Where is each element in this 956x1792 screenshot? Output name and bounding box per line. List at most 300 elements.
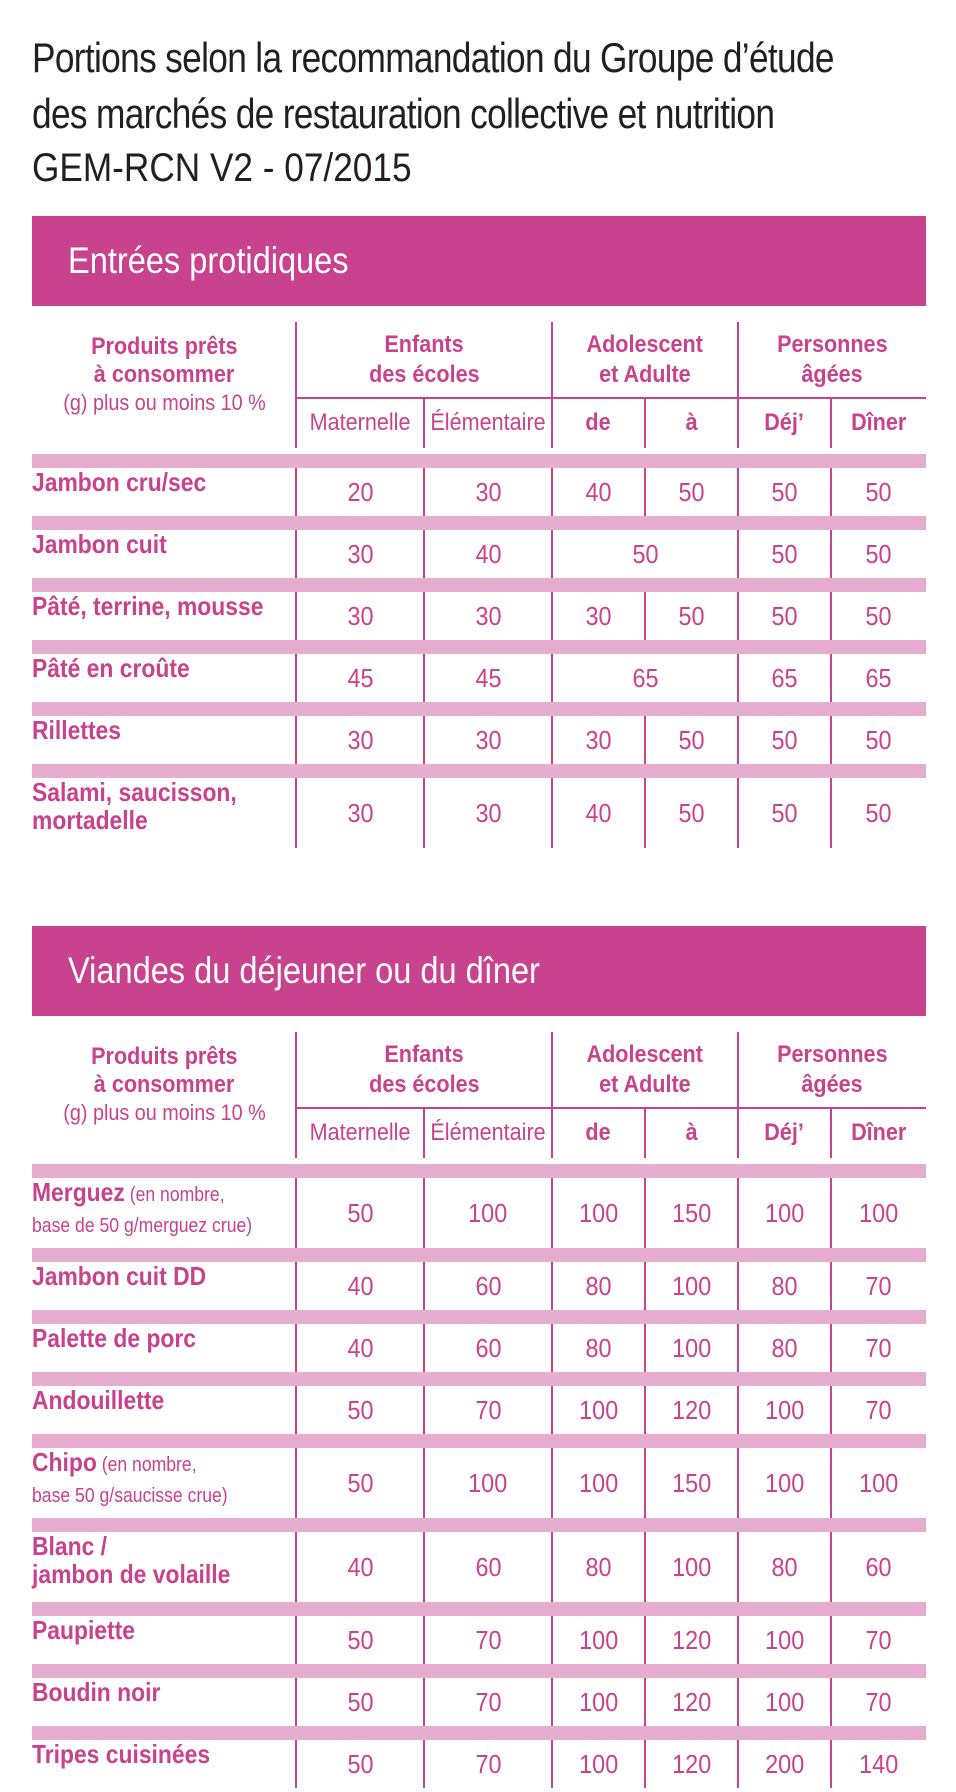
row-name-2: base 50 g/saucisse crue) (32, 1485, 228, 1507)
value-cell (831, 1324, 926, 1372)
value-cell (296, 654, 424, 702)
value: 50 (771, 600, 798, 631)
value-cell (831, 530, 926, 578)
value: 50 (346, 1748, 374, 1779)
value: 50 (678, 797, 705, 828)
row-label-line1 (32, 1178, 251, 1209)
value: 65 (865, 662, 892, 693)
row-name: Tripes cuisinées (32, 1739, 211, 1769)
row-label-line1 (32, 1740, 234, 1768)
value: 50 (865, 538, 892, 569)
value: 80 (585, 1332, 612, 1363)
subheader-label: Maternelle (309, 409, 411, 436)
value: 50 (771, 724, 798, 755)
value-cell (296, 1740, 424, 1788)
value: 50 (771, 538, 798, 569)
value: 70 (474, 1394, 502, 1425)
value: 100 (578, 1467, 619, 1498)
row-label-line1 (32, 530, 185, 558)
subheader-label: Maternelle (309, 1119, 411, 1146)
group-personnes-agees-line1: Personnes (776, 331, 888, 358)
group-adolescent-line2: et Adulte (599, 1071, 691, 1098)
value: 80 (585, 1551, 612, 1582)
value-cell (831, 1678, 926, 1726)
value: 100 (578, 1624, 619, 1655)
value-cell (552, 1324, 645, 1372)
row-label (32, 468, 296, 516)
value-cell (738, 778, 831, 848)
value-cell (296, 1532, 424, 1602)
value-cell (645, 716, 738, 764)
value: 80 (771, 1270, 798, 1301)
value-cell (424, 1678, 552, 1726)
value-cell (296, 716, 424, 764)
group-personnes-agees-line2: âgées (801, 361, 863, 388)
value: 100 (671, 1551, 712, 1582)
value: 70 (865, 1686, 892, 1717)
value-cell (552, 530, 738, 578)
group-adolescent (552, 1032, 738, 1108)
row-label (32, 1532, 296, 1602)
value: 60 (474, 1270, 502, 1301)
subheader-4 (738, 398, 831, 448)
value-cell (738, 592, 831, 640)
row-name: Palette de porc (32, 1323, 197, 1353)
value-cell (831, 716, 926, 764)
subheader-1 (424, 398, 552, 448)
value: 100 (578, 1748, 619, 1779)
value-cell (831, 1386, 926, 1434)
value: 140 (858, 1748, 899, 1779)
group-adolescent (552, 322, 738, 398)
value: 50 (346, 1394, 374, 1425)
value-cell (831, 592, 926, 640)
value-cell (738, 1448, 831, 1518)
section-banner (32, 216, 926, 306)
value-cell (552, 1448, 645, 1518)
row-note: (en nombre, (124, 1184, 225, 1206)
page-title (32, 30, 834, 142)
value-cell (831, 778, 926, 848)
product-header-line2: à consommer (93, 1071, 235, 1098)
product-header-line3: (g) plus ou moins 10 % (62, 1100, 266, 1125)
value: 70 (865, 1624, 892, 1655)
group-personnes-agees (738, 322, 926, 398)
row-label (32, 530, 296, 578)
subheader-2 (552, 1108, 645, 1158)
row-label-line1 (32, 1386, 182, 1414)
row-label-line2 (32, 1209, 282, 1240)
subheader-5 (831, 1108, 926, 1158)
value-cell (296, 778, 424, 848)
row-label (32, 1324, 296, 1372)
value: 30 (346, 538, 374, 569)
subheader-label: Élémentaire (430, 409, 546, 436)
row-name: Jambon cru/sec (32, 467, 207, 497)
value: 50 (346, 1467, 374, 1498)
value-cell (552, 1386, 645, 1434)
value: 65 (631, 662, 659, 693)
value: 50 (865, 600, 892, 631)
value: 50 (346, 1686, 374, 1717)
row-label-line1 (32, 1532, 117, 1560)
value: 50 (346, 1624, 374, 1655)
value: 150 (671, 1467, 712, 1498)
value-cell (424, 778, 552, 848)
value-cell (552, 1532, 645, 1602)
value-cell (424, 592, 552, 640)
section-title: Entrées protidiques (68, 240, 349, 281)
value: 70 (865, 1394, 892, 1425)
group-enfants (296, 1032, 552, 1108)
value: 100 (764, 1394, 805, 1425)
row-label (32, 1740, 296, 1788)
subheader-0 (296, 398, 424, 448)
subheader-label: Dîner (850, 1119, 907, 1146)
row-divider (32, 1726, 926, 1740)
value-cell (738, 1616, 831, 1664)
subheader-label: Élémentaire (430, 1119, 546, 1146)
value: 80 (771, 1551, 798, 1582)
row-divider (32, 702, 926, 716)
value-cell (738, 530, 831, 578)
subheader-label: Déj’ (764, 409, 805, 436)
value-cell (831, 1740, 926, 1788)
row-divider (32, 1434, 926, 1448)
value: 50 (678, 476, 705, 507)
group-enfants-line2: des écoles (368, 361, 480, 388)
row-label (32, 654, 296, 702)
value-cell (552, 778, 645, 848)
row-name: Merguez (en nombre, (32, 1177, 225, 1207)
row-label-line1 (32, 778, 265, 806)
subheader-label: à (685, 409, 698, 436)
value: 30 (585, 600, 612, 631)
value: 30 (346, 724, 374, 755)
row-name: Paupiette (32, 1615, 135, 1645)
value-cell (831, 468, 926, 516)
value-cell (296, 592, 424, 640)
value-cell (424, 654, 552, 702)
value: 200 (764, 1748, 805, 1779)
row-divider (32, 516, 926, 530)
group-adolescent-line2: et Adulte (599, 361, 691, 388)
value-cell (296, 530, 424, 578)
value: 50 (678, 724, 705, 755)
row-name: Salami, saucisson, (32, 777, 237, 807)
value-cell (738, 1386, 831, 1434)
value: 40 (346, 1332, 374, 1363)
group-personnes-agees-line1: Personnes (776, 1041, 888, 1068)
value-cell (738, 1178, 831, 1248)
value-cell (552, 1616, 645, 1664)
subheader-2 (552, 398, 645, 448)
value: 70 (474, 1748, 502, 1779)
value-cell (738, 1324, 831, 1372)
value-cell (831, 1178, 926, 1248)
value-cell (645, 1532, 738, 1602)
row-label-line2 (32, 806, 164, 834)
subheader-5 (831, 398, 926, 448)
value-cell (424, 1262, 552, 1310)
subheader-label: à (685, 1119, 698, 1146)
row-label-line1 (32, 1678, 178, 1706)
group-enfants-line2: des écoles (368, 1071, 480, 1098)
value-cell (424, 1448, 552, 1518)
subheader-3 (645, 1108, 738, 1158)
value: 80 (585, 1270, 612, 1301)
row-divider (32, 1372, 926, 1386)
value-cell (424, 1386, 552, 1434)
value: 60 (474, 1551, 502, 1582)
subheader-label: Déj’ (764, 1119, 805, 1146)
value-cell (296, 1324, 424, 1372)
row-divider (32, 1164, 926, 1178)
row-label-line1 (32, 1616, 149, 1644)
row-label-line2 (32, 1560, 257, 1588)
group-enfants (296, 322, 552, 398)
row-divider (32, 640, 926, 654)
value: 100 (671, 1270, 712, 1301)
value-cell (738, 1262, 831, 1310)
value-cell (645, 778, 738, 848)
value: 70 (865, 1332, 892, 1363)
value: 50 (631, 538, 659, 569)
value-cell (552, 1678, 645, 1726)
value: 100 (858, 1197, 899, 1228)
value: 150 (671, 1197, 712, 1228)
value-cell (296, 1616, 424, 1664)
value-cell (645, 1386, 738, 1434)
value: 45 (474, 662, 502, 693)
subheader-1 (424, 1108, 552, 1158)
value: 120 (671, 1686, 712, 1717)
section-banner (32, 926, 926, 1016)
row-label (32, 1262, 296, 1310)
product-header (32, 322, 296, 428)
row-divider (32, 1248, 926, 1262)
value: 100 (578, 1197, 619, 1228)
group-personnes-agees-line2: âgées (801, 1071, 863, 1098)
value: 70 (474, 1624, 502, 1655)
subheader-label: de (585, 409, 612, 436)
value: 120 (671, 1394, 712, 1425)
subheader-4 (738, 1108, 831, 1158)
value: 30 (346, 600, 374, 631)
row-label (32, 1616, 296, 1664)
value-cell (645, 1740, 738, 1788)
value-cell (424, 1616, 552, 1664)
value: 30 (585, 724, 612, 755)
value-cell (296, 1386, 424, 1434)
value: 30 (474, 797, 502, 828)
value: 100 (858, 1467, 899, 1498)
value: 50 (865, 797, 892, 828)
value: 70 (474, 1686, 502, 1717)
row-name: Pâté en croûte (32, 653, 190, 683)
value: 120 (671, 1748, 712, 1779)
row-name-2: jambon de volaille (32, 1559, 231, 1589)
value: 100 (468, 1197, 508, 1228)
value: 40 (474, 538, 502, 569)
value: 30 (474, 600, 502, 631)
value: 40 (346, 1551, 374, 1582)
value-cell (645, 1324, 738, 1372)
row-name-2: base de 50 g/merguez crue) (32, 1215, 253, 1237)
value-cell (738, 1532, 831, 1602)
subheader-label: Dîner (850, 409, 907, 436)
value: 50 (346, 1197, 374, 1228)
value-cell (831, 1532, 926, 1602)
subheader-3 (645, 398, 738, 448)
row-label (32, 778, 296, 848)
value: 65 (771, 662, 798, 693)
row-label-line2 (32, 1479, 254, 1510)
value-cell (645, 1448, 738, 1518)
value: 70 (865, 1270, 892, 1301)
subheader-label: de (585, 1119, 612, 1146)
value-cell (738, 654, 831, 702)
value-cell (552, 468, 645, 516)
value-cell (831, 654, 926, 702)
row-label-line1 (32, 1448, 219, 1479)
group-enfants-line1: Enfants (384, 331, 464, 358)
value-cell (738, 1678, 831, 1726)
row-name: Boudin noir (32, 1677, 161, 1707)
row-divider (32, 578, 926, 592)
value: 60 (865, 1551, 892, 1582)
value-cell (552, 592, 645, 640)
row-label (32, 1178, 296, 1248)
row-divider (32, 1310, 926, 1324)
value-cell (831, 1616, 926, 1664)
value-cell (645, 1262, 738, 1310)
value-cell (424, 468, 552, 516)
subheader-0 (296, 1108, 424, 1158)
row-label (32, 1678, 296, 1726)
value: 100 (671, 1332, 712, 1363)
value: 20 (346, 476, 374, 507)
product-header-line3: (g) plus ou moins 10 % (62, 390, 266, 415)
value: 100 (764, 1197, 805, 1228)
value: 50 (678, 600, 705, 631)
value: 100 (578, 1686, 619, 1717)
value: 100 (764, 1624, 805, 1655)
value: 50 (865, 724, 892, 755)
value: 80 (771, 1332, 798, 1363)
row-divider (32, 764, 926, 778)
value-cell (296, 1262, 424, 1310)
value-cell (424, 1532, 552, 1602)
value-cell (424, 530, 552, 578)
row-name-2: mortadelle (32, 805, 148, 835)
section-viandes (32, 926, 926, 1779)
row-label-line1 (32, 654, 211, 682)
value-cell (645, 1178, 738, 1248)
title-line-1: Portions selon la recommandation du Groupe d’étude (32, 34, 834, 81)
row-name: Rillettes (32, 715, 122, 745)
group-adolescent-line1: Adolescent (586, 1041, 704, 1068)
product-header-line1: Produits prêts (90, 333, 238, 360)
row-label (32, 1448, 296, 1518)
value-cell (296, 1178, 424, 1248)
value: 30 (346, 797, 374, 828)
group-enfants-line1: Enfants (384, 1041, 464, 1068)
value-cell (552, 1740, 645, 1788)
value-cell (645, 468, 738, 516)
value: 40 (585, 797, 612, 828)
value-cell (424, 1178, 552, 1248)
row-divider (32, 454, 926, 468)
product-header (32, 1032, 296, 1138)
page-subtitle: GEM-RCN V2 - 07/2015 (32, 146, 412, 190)
value-cell (296, 1448, 424, 1518)
value-cell (424, 716, 552, 764)
section-entrees (32, 216, 926, 835)
row-label-line1 (32, 592, 295, 620)
value: 100 (578, 1394, 619, 1425)
value-cell (831, 1262, 926, 1310)
product-header-line2: à consommer (93, 361, 235, 388)
row-label (32, 592, 296, 640)
value: 45 (346, 662, 374, 693)
value: 100 (764, 1467, 805, 1498)
row-label-line1 (32, 1262, 230, 1290)
value-cell (552, 1262, 645, 1310)
row-divider (32, 1518, 926, 1532)
value-cell (296, 1678, 424, 1726)
title-line-2: des marchés de restauration collective et nutrition (32, 90, 775, 137)
row-name: Blanc / (32, 1531, 108, 1561)
value-cell (738, 716, 831, 764)
value: 40 (585, 476, 612, 507)
value: 100 (468, 1467, 508, 1498)
value: 100 (764, 1686, 805, 1717)
row-divider (32, 1664, 926, 1678)
value-cell (424, 1324, 552, 1372)
value-cell (296, 468, 424, 516)
value: 50 (771, 797, 798, 828)
value-cell (552, 716, 645, 764)
value: 40 (346, 1270, 374, 1301)
group-adolescent-line1: Adolescent (586, 331, 704, 358)
value-cell (738, 468, 831, 516)
row-name: Jambon cuit DD (32, 1261, 207, 1291)
row-label-line1 (32, 468, 230, 496)
row-label (32, 1386, 296, 1434)
value-cell (424, 1740, 552, 1788)
row-label-line1 (32, 1324, 218, 1352)
row-name: Andouillette (32, 1385, 165, 1415)
value: 30 (474, 724, 502, 755)
product-header-line1: Produits prêts (90, 1043, 238, 1070)
row-divider (32, 1602, 926, 1616)
row-label (32, 716, 296, 764)
value: 50 (865, 476, 892, 507)
value-cell (645, 592, 738, 640)
value-cell (645, 1678, 738, 1726)
value-cell (738, 1740, 831, 1788)
group-personnes-agees (738, 1032, 926, 1108)
value-cell (552, 654, 738, 702)
value: 30 (474, 476, 502, 507)
value: 60 (474, 1332, 502, 1363)
row-name: Pâté, terrine, mousse (32, 591, 264, 621)
value-cell (831, 1448, 926, 1518)
row-name: Chipo (en nombre, (32, 1447, 197, 1477)
row-name: Jambon cuit (32, 529, 167, 559)
value: 50 (771, 476, 798, 507)
